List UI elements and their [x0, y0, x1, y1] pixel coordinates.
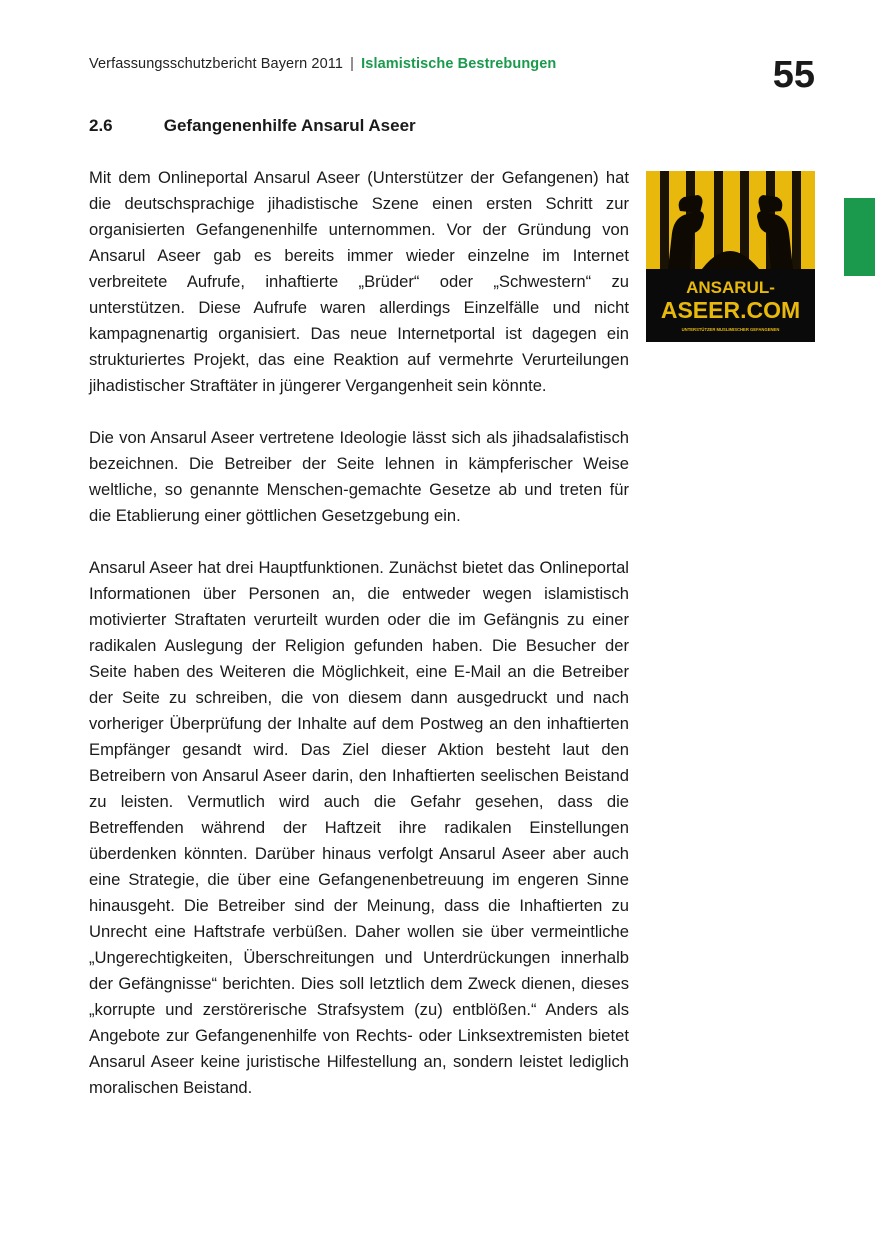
- section-title: Gefangenenhilfe Ansarul Aseer: [163, 116, 416, 135]
- running-header: [89, 56, 556, 72]
- paragraph-3: Ansarul Aseer hat drei Hauptfunktionen. Zunächst bietet das Onlineportal Informationen über Personen an, die entweder wegen islamistisch motivierter Straftaten verurteilt wurden oder die im Gefängnis zu einer radikalen Auslegung der Religion gefunden haben. Die Besucher der Seite haben des Weiteren die Möglichkeit, eine E-Mail an die Betreiber der Seite zu schreiben, die von diesem dann ausgedruckt und nach vorheriger Überprüfung der Inhalte auf dem Postweg an den inhaftierten Empfänger gesandt wird. Das Ziel dieser Aktion besteht laut den Betreibern von Ansarul Aseer darin, den Inhaftierten seelischen Beistand zu leisten. Vermutlich wird auch die Gefahr gesehen, dass die Betreffenden während der Haftzeit ihre radikalen Einstellungen überdenken könnten. Darüber hinaus verfolgt Ansarul Aseer aber auch eine Strategie, die über eine Gefangenenbetreuung im engeren Sinne hinausgeht. Die Betreiber sind der Meinung, dass die Inhaftierten zu Unrecht eine Haftstrafe verbüßen. Daher wollen sie über vermeintliche „Ungerechtigkeiten, Überschreitungen und Unterdrückungen innerhalb der Gefängnisse“ berichten. Dies soll letztlich dem Zweck dienen, dieses „korrupte und zerstörerische Strafsystem (zu) entblößen.“ Anders als Angebote zur Gefangenenhilfe von Rechts- oder Linksextremisten bietet Ansarul Aseer keine juristische Hilfestellung an, sondern leistet lediglich moralischen Beistand.: [89, 558, 629, 1097]
- logo-tagline: UNTERSTÜTZER MUSLIMISCHER GEFANGENEN: [681, 327, 780, 332]
- paragraph-1: Mit dem Onlineportal Ansarul Aseer (Unterstützer der Gefangenen) hat die deutschsprachige jihadistische Szene einen ersten Schritt zur organisierten Gefangenenhilfe unternommen. Vor der Gründung von Ansarul Aseer gab es bereits immer wieder einzelne im Internet verbreitete Aufrufe, inhaftierte „Brüder“ oder „Schwestern“ zu unterstützen. Diese Aufrufe waren allerdings Einzelfälle und nicht kampagnenartig organisiert. Das neue Internetportal ist dagegen ein strukturiertes Projekt, das eine Reaktion auf vermehrte Verurteilungen jihadistischer Straftäter in jüngerer Vergangenheit sein könnte.: [89, 168, 629, 395]
- chapter-thumb-tab: [844, 198, 875, 276]
- section-heading: [89, 116, 416, 136]
- section-number: 2.6: [89, 116, 113, 135]
- logo-line-2: ASEER.COM: [660, 297, 801, 323]
- header-separator: |: [350, 56, 355, 72]
- chapter-title: Islamistische Bestrebungen: [361, 56, 557, 72]
- prison-bars-logo-image: [646, 171, 815, 342]
- ansarul-aseer-logo: [646, 171, 815, 342]
- logo-line-1: ANSARUL-: [686, 278, 775, 297]
- paragraph-2: Die von Ansarul Aseer vertretene Ideologie lässt sich als jihadsalafistisch bezeichnen. Die Betreiber der Seite lehnen in kämpferischer Weise weltliche, so genannte Menschen-gemachte Gesetze ab und treten für die Etablierung einer göttlichen Gesetzgebung ein.: [89, 428, 629, 525]
- body-text: [89, 165, 629, 1127]
- page-number: 55: [772, 54, 815, 96]
- publication-title: Verfassungsschutzbericht Bayern 2011: [89, 56, 344, 72]
